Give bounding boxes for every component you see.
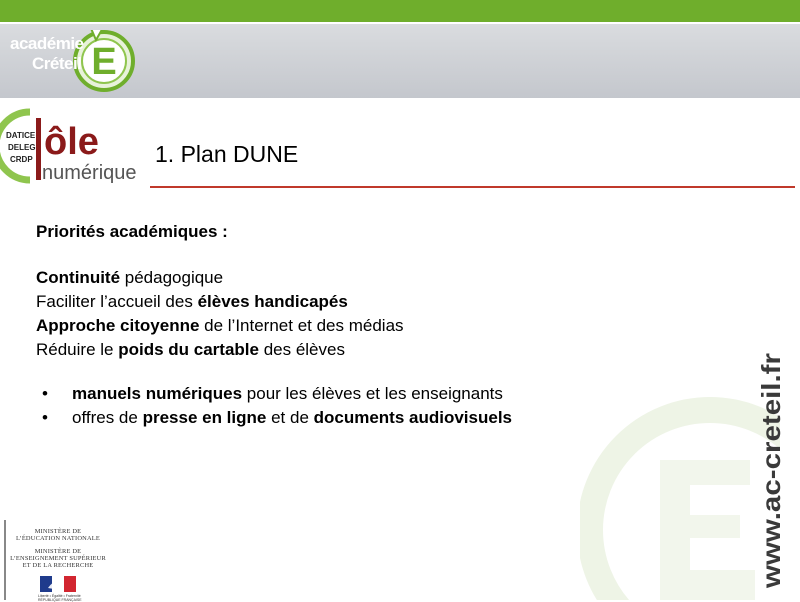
emphasis-text: poids du cartable bbox=[118, 340, 259, 359]
ministry-line: ET DE LA RECHERCHE bbox=[22, 562, 94, 569]
ministry-divider bbox=[4, 520, 6, 600]
body-text: Réduire le bbox=[36, 340, 119, 359]
website-url bbox=[740, 350, 790, 590]
body-text: et de bbox=[266, 408, 314, 427]
pole-numerique-logo bbox=[0, 104, 150, 186]
priority-line bbox=[36, 266, 676, 290]
emphasis-text: documents audiovisuels bbox=[313, 408, 513, 427]
emphasis-text: Approche citoyenne bbox=[36, 316, 200, 335]
pole-bar-icon bbox=[36, 118, 41, 180]
bullet-icon: • bbox=[42, 384, 48, 403]
ministry-logo bbox=[8, 528, 108, 602]
ministry-line: MINISTÈRE DE bbox=[34, 548, 82, 555]
priority-line bbox=[36, 290, 676, 314]
republic-motto bbox=[38, 594, 82, 602]
header-green-stripe bbox=[0, 0, 800, 22]
emphasis-text: Continuité bbox=[36, 268, 121, 287]
academie-word: académie bbox=[10, 34, 84, 53]
body-text: de l’Internet et des médias bbox=[199, 316, 404, 335]
body-text: pédagogique bbox=[120, 268, 224, 287]
ministry-research-name bbox=[8, 548, 108, 569]
flag-caption-line: RÉPUBLIQUE FRANÇAISE bbox=[38, 598, 82, 602]
ministry-line: L’ENSEIGNEMENT SUPÉRIEUR bbox=[10, 555, 106, 562]
ministry-education-name bbox=[8, 528, 108, 542]
pole-side-label: DATICE bbox=[6, 131, 36, 140]
numerique-word: numérique bbox=[42, 162, 137, 184]
title-underline bbox=[150, 186, 795, 188]
body-text: Faciliter l’accueil des bbox=[36, 292, 198, 311]
priority-line bbox=[36, 314, 676, 338]
priorities-heading: Priorités académiques : bbox=[36, 222, 228, 241]
body-text: pour les élèves et les enseignants bbox=[242, 384, 503, 403]
creteil-word: Créteil bbox=[32, 54, 82, 73]
logo-letter-e: E bbox=[91, 41, 117, 83]
body-text: des élèves bbox=[258, 340, 345, 359]
flag-caption-line: Liberté • Égalité • Fraternité bbox=[38, 594, 81, 598]
pole-side-label: DELEG bbox=[8, 143, 36, 152]
pole-side-label: CRDP bbox=[10, 155, 33, 164]
body-text: offres de bbox=[72, 408, 143, 427]
pole-word: ôle bbox=[44, 121, 99, 163]
academie-wordmark bbox=[10, 34, 84, 74]
emphasis-text: manuels numériques bbox=[72, 384, 243, 403]
ministry-line: MINISTÈRE DE bbox=[34, 528, 82, 535]
emphasis-text: presse en ligne bbox=[142, 408, 267, 427]
emphasis-text: élèves handicapés bbox=[197, 292, 348, 311]
bullet-icon: • bbox=[42, 408, 48, 427]
french-flag-icon bbox=[40, 576, 76, 592]
ministry-line: L’ÉDUCATION NATIONALE bbox=[15, 535, 100, 542]
url-text: www.ac-creteil.fr bbox=[756, 380, 786, 588]
slide-title: 1. Plan DUNE bbox=[155, 141, 299, 167]
